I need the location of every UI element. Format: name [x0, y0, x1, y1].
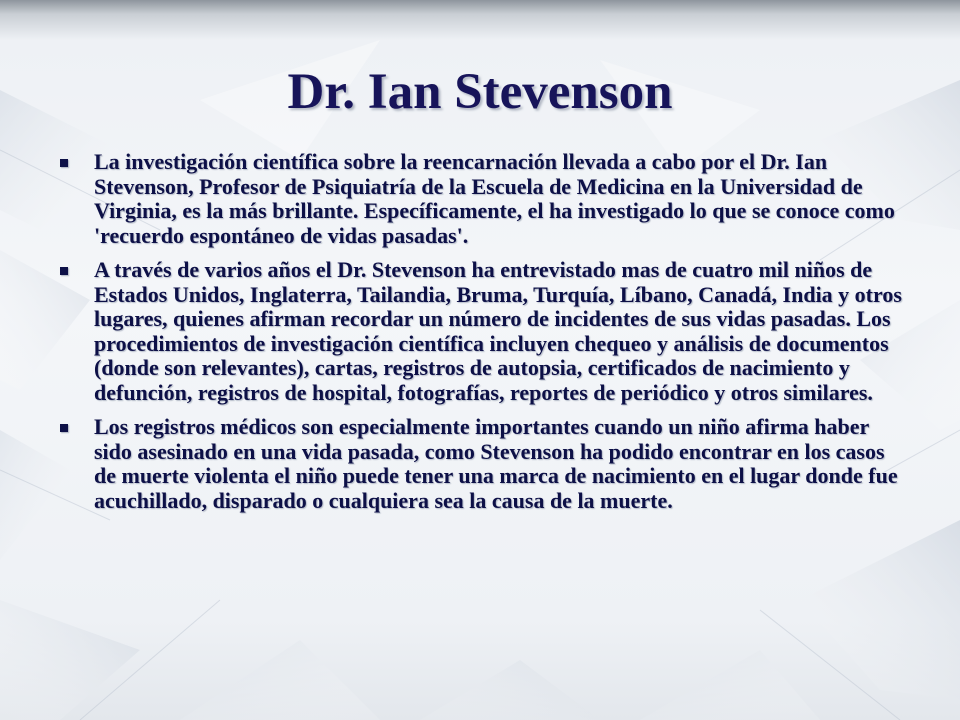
- bullet-item: [58, 258, 908, 405]
- square-bullet-icon: [60, 424, 68, 432]
- bullet-text: La investigación científica sobre la reencarnación llevada a cabo por el Dr. Ian Stevenson, Profesor de Psiquiatría de la Escuela de Medicina en la Universidad de Virginia, es la más brillante. Específicamente, el ha investigado lo que se conoce como 'recuerdo espontáneo de vidas pasadas'.: [94, 149, 895, 248]
- bullet-item: [58, 150, 908, 248]
- slide-title: Dr. Ian Stevenson: [287, 64, 673, 120]
- bullet-text: Los registros médicos son especialmente importantes cuando un niño afirma haber sido asesinado en una vida pasada, como Stevenson ha podido encontrar en los casos de muerte violenta el niño puede tener una marca de nacimiento en el lugar donde fue acuchillado, disparado o cualquiera sea la causa de la muerte.: [94, 414, 898, 513]
- square-bullet-icon: [60, 159, 68, 167]
- bullet-list: [58, 150, 908, 523]
- bullet-item: [58, 415, 908, 513]
- square-bullet-icon: [60, 267, 68, 275]
- bullet-text: A través de varios años el Dr. Stevenson ha entrevistado mas de cuatro mil niños de Estados Unidos, Inglaterra, Tailandia, Bruma, Turquía, Líbano, Canadá, India y otros lugares, quienes afirman recordar un número de incidentes de sus vidas pasadas. Los procedimientos de investigación científica incluyen chequeo y análisis de documentos (donde son relevantes), cartas, registros de autopsia, certificados de nacimiento y defunción, registros de hospital, fotografías, reportes de periódico y otros similares.: [94, 257, 902, 405]
